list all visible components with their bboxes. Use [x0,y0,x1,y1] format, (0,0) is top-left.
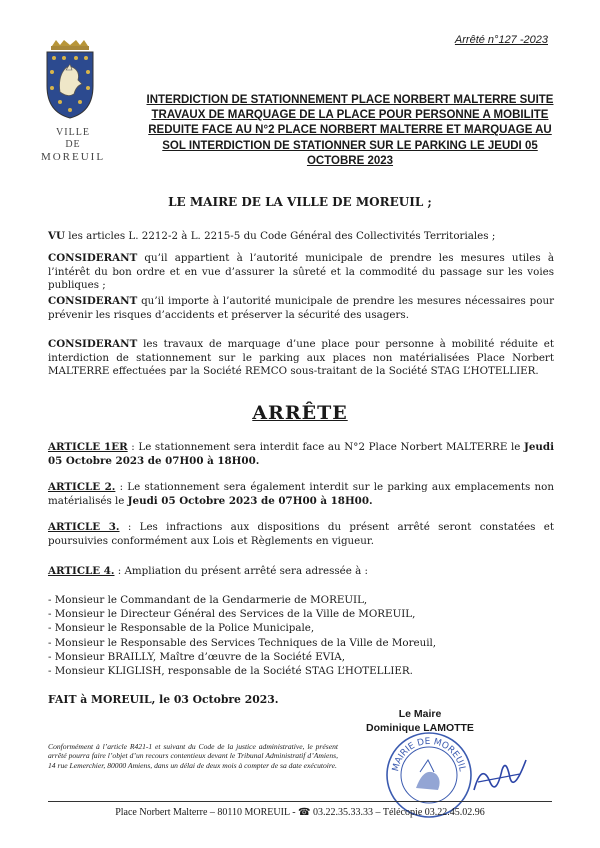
vu-text: les articles L. 2212-2 à L. 2215-5 du Code Général des Collectivités Territoriales ; [64,230,496,242]
article-label: ARTICLE 4. [48,565,115,577]
signatory-name: Dominique LAMOTTE [366,722,474,734]
considerant-keyword: CONSIDERANT [48,252,138,264]
town-label-line1: VILLE [56,127,90,138]
town-label-line2: DE [65,139,81,150]
coat-of-arms-logo [44,40,96,120]
article-4 [48,565,554,579]
footer-address: Place Norbert Malterre – 80110 MOREUIL - [115,807,299,818]
footer [0,807,600,818]
article-label: ARTICLE 2. [48,481,116,493]
considerant-paragraph-2 [48,295,554,322]
decree-reference: Arrêté n°127 -2023 [454,34,548,46]
article-separator: : [127,441,139,453]
list-item: - Monsieur le Commandant de la Gendarmerie de MOREUIL, [48,594,368,606]
considerant-text: les travaux de marquage d’une place pour personne à mobilité réduite et interdiction de stationnement sur le parking aux places non matérialisées Place Norbert MALTERRE effectuées par la Société REMCO sous-traitant de la Société STAG L’HOTELLIER. [48,338,554,377]
considerant-keyword: CONSIDERANT [48,295,138,307]
legal-notice: Conformément à l’article R421-1 et suivant du Code de la justice administrative, le présent arrêté pourra faire l’objet d’un recours contentieux devant le Tribunal Administratif d’Amiens, 14 rue Lemerchier, 80000 Amiens, dans un délai de deux mois à compter de sa date exécutoire. [48,742,338,770]
svg-text:MAIRIE DE MOREUIL: MAIRIE DE MOREUIL [391,736,467,773]
article-label: ARTICLE 1ER [48,441,128,453]
footer-phone: 03.22.35.33.33 – Télécopie 03.22.45.02.96 [310,807,485,818]
list-item: - Monsieur KLIGLISH, responsable de la Société STAG L’HOTELLIER. [48,665,413,678]
mayor-heading: LE MAIRE DE LA VILLE DE MOREUIL ; [168,195,432,209]
article-2 [48,481,554,508]
article-text: Le stationnement sera interdit face au N°2 Place Norbert MALTERRE le [138,441,524,453]
list-item: - Monsieur le Directeur Général des Services de la Ville de MOREUIL, [48,608,416,621]
article-separator: : [114,565,125,577]
article-text: Ampliation du présent arrêté sera adressée à : [124,565,369,577]
article-separator: : [115,481,128,493]
article-3 [48,521,554,548]
arrete-heading: ARRÊTE [252,402,348,424]
telephone-icon: ☎ [298,807,311,818]
handwritten-signature [470,752,530,798]
recipient-list [48,593,436,678]
article-label: ARTICLE 3. [48,521,120,533]
signatory-role: Le Maire [398,708,442,720]
article-text: Les infractions aux dispositions du présent arrêté seront constatées et poursuivies conformément aux Lois et Règlements en vigueur. [48,521,555,547]
signing-place-date: FAIT à MOREUIL, le 03 Octobre 2023. [48,693,279,706]
list-item: - Monsieur BRAILLY, Maître d’œuvre de la Société EVIA, [48,650,345,663]
article-date: Jeudi 05 Octobre 2023 de 07H00 à 18H00. [127,494,373,507]
town-name-block [38,127,108,163]
article-1 [48,441,554,468]
article-separator: : [119,521,140,533]
list-item: - Monsieur le Responsable des Services Techniques de la Ville de Moreuil, [48,636,437,649]
considerant-keyword: CONSIDERANT [48,338,138,350]
considerant-paragraph-3 [48,338,554,379]
considerant-paragraph-1 [48,252,554,293]
vu-keyword: VU [48,230,65,242]
vu-paragraph [48,230,554,244]
town-label-line3: MOREUIL [40,151,106,163]
considerant-text: qu’il importe à l’autorité municipale de prendre les mesures nécessaires pour prévenir les risques d’accidents et préserver la sécurité des usagers. [48,295,554,321]
list-item: - Monsieur le Responsable de la Police Municipale, [48,622,315,635]
considerant-text: qu’il appartient à l’autorité municipale de prendre les mesures utiles à l’intérêt du bon ordre et en vue d’assurer la sûreté et la commodité du passage sur les voies publiques ; [48,252,554,291]
footer-divider [48,801,552,802]
document-title: INTERDICTION DE STATIONNEMENT PLACE NORBERT MALTERRE SUITE TRAVAUX DE MARQUAGE DE LA PLACE POUR PERSONNE A MOBILITE REDUITE FACE AU N°2 PLACE NORBERT MALTERRE ET MARQUAGE AU SOL INTERDICTION DE STATIONNER SUR LE PARKING LE JEUDI 05 OCTOBRE 2023 [146,94,554,167]
article-text: Le stationnement sera également interdit sur le parking aux emplacements non matérialisés le [48,481,554,507]
article-date: Jeudi 05 Octobre 2023 de 07H00 à 18H00. [48,441,555,467]
